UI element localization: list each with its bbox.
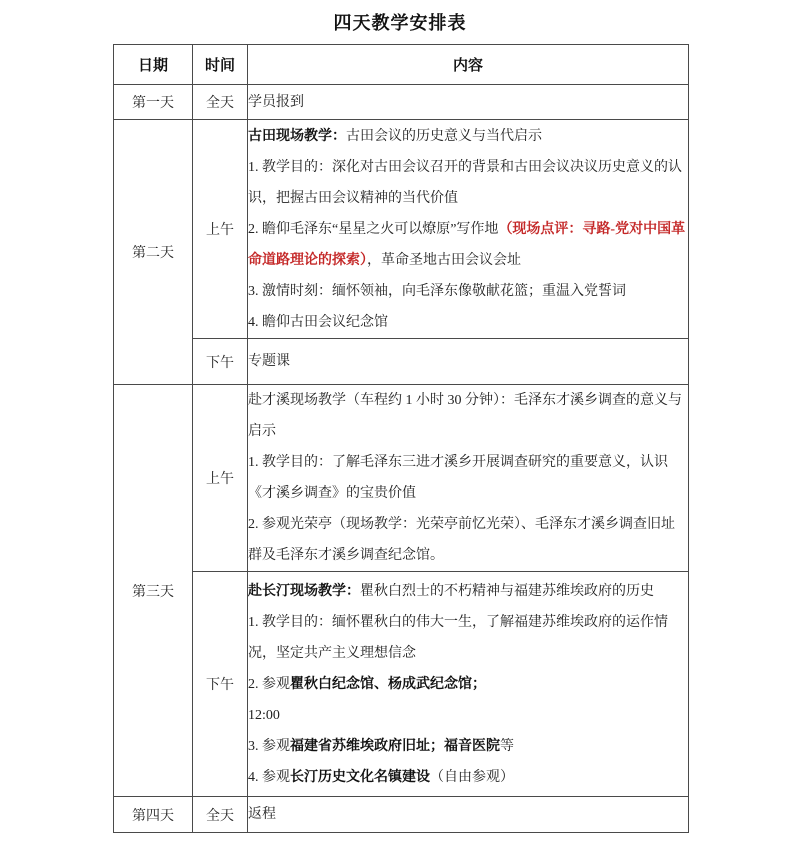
red-note-text: （现场点评：寻路-党对中国革命道路理论的探索） [248, 221, 686, 268]
col-header-time: 时间 [193, 45, 248, 85]
table-row-day2-afternoon [114, 339, 689, 385]
content-text: 等 [500, 738, 514, 754]
content-paragraph [248, 669, 688, 700]
content-text: 长汀历史文化名镇建设 [290, 769, 430, 785]
content-paragraph [248, 700, 688, 731]
content-text: 2. 参观 [248, 676, 290, 692]
content-cell-day2-morning [248, 120, 689, 339]
table-row-day3-morning [114, 385, 689, 572]
content-text: 1. 教学目的：深化对古田会议召开的背景和古田会议决议历史意义的认识，把握古田会议精神的当代价值 [248, 159, 682, 206]
content-paragraph [248, 276, 688, 307]
content-text: 3. 参观 [248, 738, 290, 754]
schedule-table [113, 44, 689, 833]
content-cell-day3-afternoon [248, 572, 689, 797]
content-paragraph [248, 385, 688, 447]
content-text: 12:00 [248, 707, 280, 723]
content-cell-day4 [248, 797, 689, 833]
time-cell-day2-afternoon: 下午 [193, 339, 248, 385]
table-header-row [114, 45, 689, 85]
table-row-day2-morning [114, 120, 689, 339]
content-text: 古田会议的历史意义与当代启示 [346, 128, 542, 144]
content-paragraph [248, 731, 688, 762]
content-text: 返程 [248, 807, 276, 822]
day-cell-day2: 第二天 [114, 120, 193, 385]
content-text: 4. 参观 [248, 769, 290, 785]
content-text: 2. 参观光荣亭（现场教学：光荣亭前忆光荣）、毛泽东才溪乡调查旧址群及毛泽东才溪乡调查纪念馆。 [248, 517, 675, 563]
day-cell-day4: 第四天 [114, 797, 193, 833]
content-paragraph [248, 509, 688, 571]
day-cell-day3: 第三天 [114, 385, 193, 797]
content-paragraph [248, 121, 688, 152]
content-paragraph [248, 87, 688, 118]
content-text: 福建省苏维埃政府旧址；福音医院 [290, 738, 500, 754]
content-paragraph [248, 214, 688, 276]
col-header-date: 日期 [114, 45, 193, 85]
table-row-day3-afternoon [114, 572, 689, 797]
content-text: 1. 教学目的：了解毛泽东三进才溪乡开展调查研究的重要意义，认识《才溪乡调查》的宝贵价值 [248, 455, 668, 501]
content-text: 4. 瞻仰古田会议纪念馆 [248, 314, 388, 330]
content-paragraph [248, 762, 688, 793]
content-cell-day2-afternoon [248, 339, 689, 385]
col-header-content: 内容 [248, 45, 689, 85]
content-text: 瞿秋白烈士的不朽精神与福建苏维埃政府的历史 [360, 583, 654, 599]
content-paragraph [248, 346, 688, 377]
time-cell-day4: 全天 [193, 797, 248, 833]
table-row-day4 [114, 797, 689, 833]
table-row-day1 [114, 85, 689, 120]
content-cell-day3-morning [248, 385, 689, 572]
content-text: 瞿秋白纪念馆、杨成武纪念馆； [290, 676, 486, 692]
content-paragraph [248, 307, 688, 338]
page-title: 四天教学安排表 [333, 13, 467, 33]
content-text: 学员报到 [248, 94, 304, 110]
time-cell-day3-morning: 上午 [193, 385, 248, 572]
content-text: 3. 激情时刻：缅怀领袖，向毛泽东像敬献花篮；重温入党誓词 [248, 283, 626, 299]
content-paragraph [248, 152, 688, 214]
time-cell-day1: 全天 [193, 85, 248, 120]
content-text: （自由参观） [430, 769, 514, 785]
time-cell-day2-morning: 上午 [193, 120, 248, 339]
content-paragraph [248, 576, 688, 607]
day-cell-day1: 第一天 [114, 85, 193, 120]
content-text: 赴长汀现场教学： [248, 583, 360, 599]
content-text: ，革命圣地古田会议会址 [367, 252, 521, 268]
content-text: 古田现场教学： [248, 128, 346, 144]
content-text: 赴才溪现场教学（车程约 1 小时 30 分钟）：毛泽东才溪乡调查的意义与启示 [248, 393, 682, 439]
content-text: 专题课 [248, 354, 290, 369]
content-paragraph [248, 607, 688, 669]
content-text: 1. 教学目的：缅怀瞿秋白的伟大一生，了解福建苏维埃政府的运作情况，坚定共产主义理想信念 [248, 614, 668, 661]
content-paragraph [248, 799, 688, 830]
content-paragraph [248, 447, 688, 509]
content-cell-day1 [248, 85, 689, 120]
content-text: 2. 瞻仰毛泽东“星星之火可以燎原”写作地 [248, 221, 499, 237]
time-cell-day3-afternoon: 下午 [193, 572, 248, 797]
